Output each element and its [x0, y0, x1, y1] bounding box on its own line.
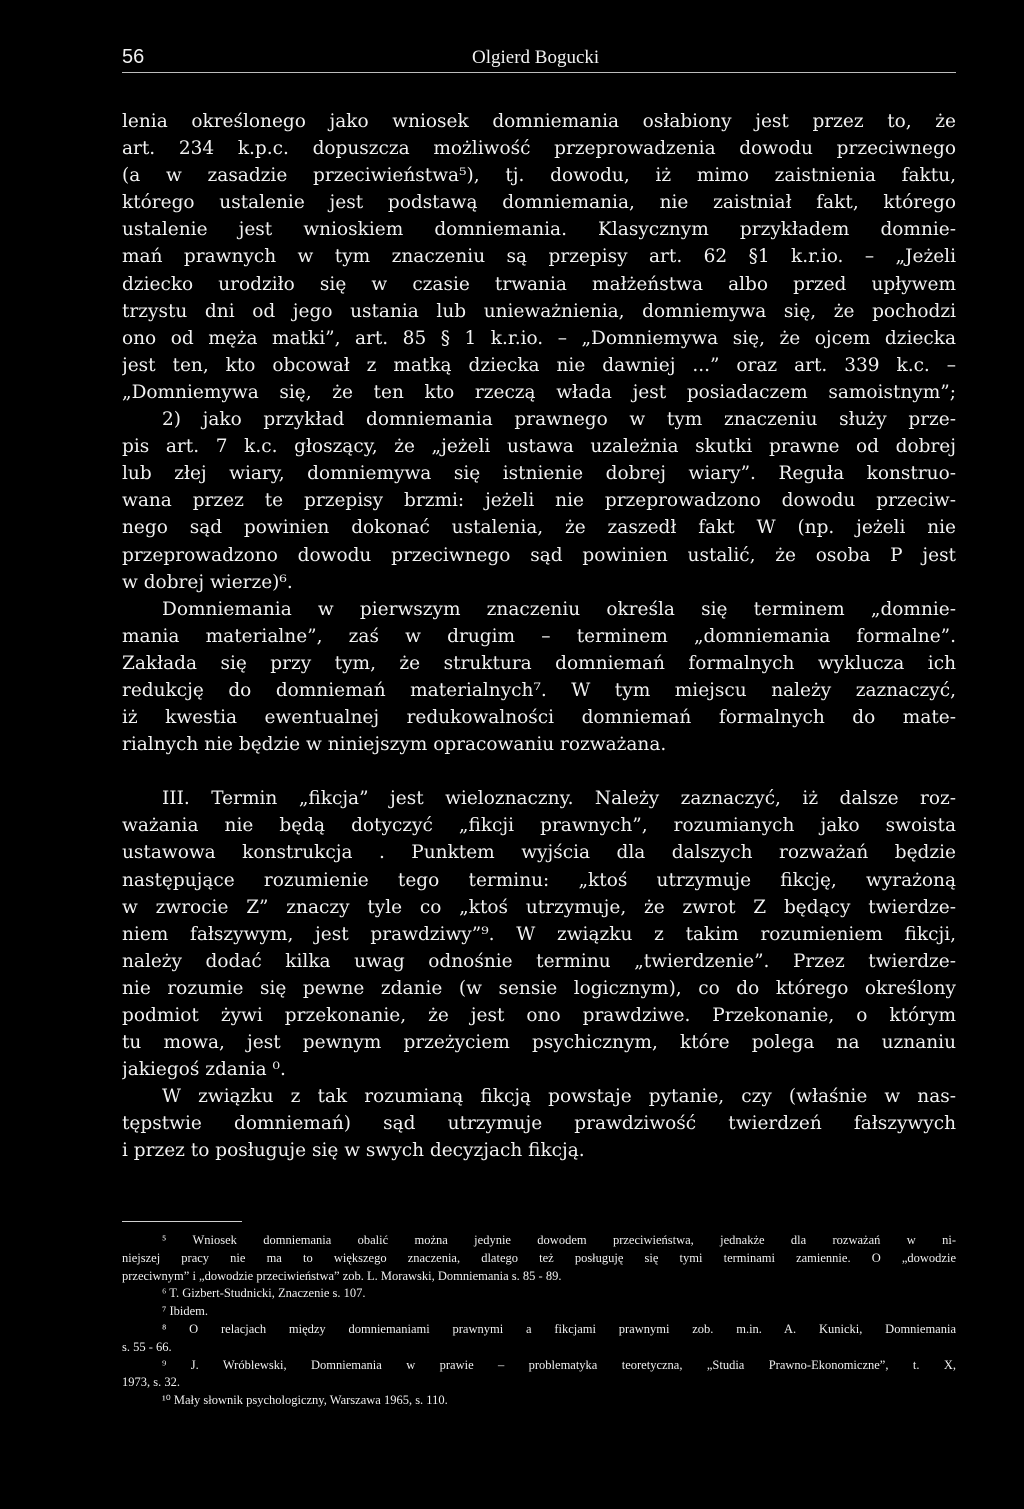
body-line: dziecko urodziło się w czasie trwania małżeństwa albo przed upływem	[122, 273, 956, 295]
body-line: nego sąd powinien dokonać ustalenia, że zaszedł fakt W (np. jeżeli nie	[122, 517, 956, 539]
running-head	[122, 40, 956, 73]
body-line: rialnych nie będzie w niniejszym opracowaniu rozważana.	[122, 734, 667, 756]
page-number: 56	[122, 46, 145, 68]
body-line: jakiegoś zdania ⁰.	[122, 1059, 286, 1081]
footnote-line: ⁹ J. Wróblewski, Domniemania w prawie – problematyka teoretyczna, „Studia Prawno-Ekonomiczne”, t. X,	[162, 1357, 956, 1372]
body-line: mań prawnych w tym znaczeniu są przepisy art. 62 §1 k.r.io. – „Jeżeli	[122, 246, 956, 268]
body-line: ono od męża matki”, art. 85 § 1 k.r.io. – „Domniemywa się, że ojcem dziecka	[122, 327, 956, 349]
body-line: W związku z tak rozumianą fikcją powstaje pytanie, czy (właśnie w nas-	[162, 1086, 956, 1108]
body-line: podmiot żywi przekonanie, że jest ono prawdziwe. Przekonanie, o którym	[122, 1005, 956, 1026]
body-line: jest ten, kto obcował z matką dziecka nie dawniej ...” oraz art. 339 k.c. –	[122, 354, 956, 376]
running-author: Olgierd Bogucki	[472, 47, 600, 68]
footnote-line: s. 55 - 66.	[122, 1339, 172, 1354]
footnote-line: przeciwnym” i „dowodzie przeciwieństwa” zob. L. Morawski, Domniemania s. 85 - 89.	[122, 1268, 562, 1283]
footnote-line: ⁵ Wniosek domniemania obalić można jedynie dowodem przeciwieństwa, jednakże dla rozważań w ni-	[162, 1233, 956, 1247]
footnote-line: niejszej pracy nie ma to większego znaczenia, dlatego też posługuję się tymi terminami zamiennie. O „dowodzie	[122, 1250, 956, 1265]
body-line: trzystu dni od jego ustania lub unieważnienia, domniemywa się, że pochodzi	[122, 300, 956, 322]
body-line: którego ustalenie jest podstawą domniemania, nie zaistniał fakt, którego	[122, 192, 956, 214]
body-line: III. Termin „fikcja” jest wieloznaczny. Należy zaznaczyć, iż dalsze roz-	[162, 788, 956, 810]
body-line: niem fałszywym, jest prawdziwy”⁹. W związku z takim rozumieniem fikcji,	[122, 923, 956, 945]
body-line: ważania nie będą dotyczyć „fikcji prawnych”, rozumianych jako swoista	[122, 815, 956, 837]
body-line: wana przez te przepisy brzmi: jeżeli nie przeprowadzono dowodu przeciw-	[122, 490, 956, 512]
body-line: (a w zasadzie przeciwieństwa⁵), tj. dowodu, iż mimo zaistnienia faktu,	[122, 165, 956, 187]
body-line: lub złej wiary, domniemywa się istnienie dobrej wiary”. Reguła konstruo-	[122, 463, 956, 485]
footnote-line: ⁸ O relacjach między domniemaniami prawnymi a fikcjami prawnymi zob. m.in. A. Kunicki, Domniemania	[162, 1321, 956, 1336]
body-line: przeprowadzono dowodu przeciwnego sąd powinien ustalić, że osoba P jest	[122, 544, 956, 566]
body-line: w dobrej wierze)⁶.	[122, 571, 293, 593]
footnote-rule	[122, 1221, 242, 1222]
body-line: w zwrocie Z” znaczy tyle co „ktoś utrzymuje, że zwrot Z będący twierdze-	[122, 896, 956, 918]
body-line: ustawowa konstrukcja . Punktem wyjścia dla dalszych rozważań będzie	[122, 842, 956, 864]
footnote-line: ⁷ Ibidem.	[162, 1304, 209, 1319]
body-line: mania materialne”, zaś w drugim – terminem „domniemania formalne”.	[122, 625, 956, 647]
body-line: ustalenie jest wnioskiem domniemania. Klasycznym przykładem domnie-	[122, 219, 956, 241]
body-line: tu mowa, jest pewnym przeżyciem psychicznym, które polega na uznaniu	[122, 1032, 956, 1054]
body-line: tępstwie domniemań) sąd utrzymuje prawdziwość twierdzeń fałszywych	[122, 1113, 956, 1135]
body-line: redukcję do domniemań materialnych⁷. W tym miejscu należy zaznaczyć,	[122, 679, 956, 701]
body-line: pis art. 7 k.c. głoszący, że „jeżeli ustawa uzależnia skutki prawne od dobrej	[122, 436, 956, 458]
body-line: należy dodać kilka uwag odnośnie terminu „twierdzenie”. Przez twierdze-	[122, 950, 956, 972]
body-line: „Domniemywa się, że ten kto rzeczą włada jest posiadaczem samoistnym”;	[122, 381, 956, 403]
footnote-line: 1973, s. 32.	[122, 1375, 180, 1390]
body-line: nie rozumie się pewne zdanie (w sensie logicznym), co do którego określony	[122, 977, 956, 999]
body-line: Domniemania w pierwszym znaczeniu określa się terminem „domnie-	[162, 598, 956, 620]
body-line: 2) jako przykład domniemania prawnego w tym znaczeniu służy prze-	[162, 409, 956, 431]
footnote-line: ¹⁰ Mały słownik psychologiczny, Warszawa 1965, s. 110.	[162, 1393, 448, 1408]
footnotes	[122, 1232, 956, 1410]
footnote-line: ⁶ T. Gizbert-Studnicki, Znaczenie s. 107.	[162, 1286, 366, 1301]
body-line: art. 234 k.p.c. dopuszcza możliwość przeprowadzenia dowodu przeciwnego	[122, 138, 956, 160]
body-line: iż kwestia ewentualnej redukowalności domniemań formalnych do mate-	[122, 707, 956, 729]
body-line: Zakłada się przy tym, że struktura domniemań formalnych wyklucza ich	[122, 652, 956, 674]
section-gap	[122, 758, 956, 785]
body-line: i przez to posługuje się w swych decyzjach fikcją.	[122, 1140, 585, 1162]
body-line: następujące rozumienie tego terminu: „ktoś utrzymuje fikcję, wyrażoną	[122, 869, 956, 891]
body-line: lenia określonego jako wniosek domniemania osłabiony jest przez to, że	[122, 111, 956, 132]
body-text	[122, 108, 956, 1165]
